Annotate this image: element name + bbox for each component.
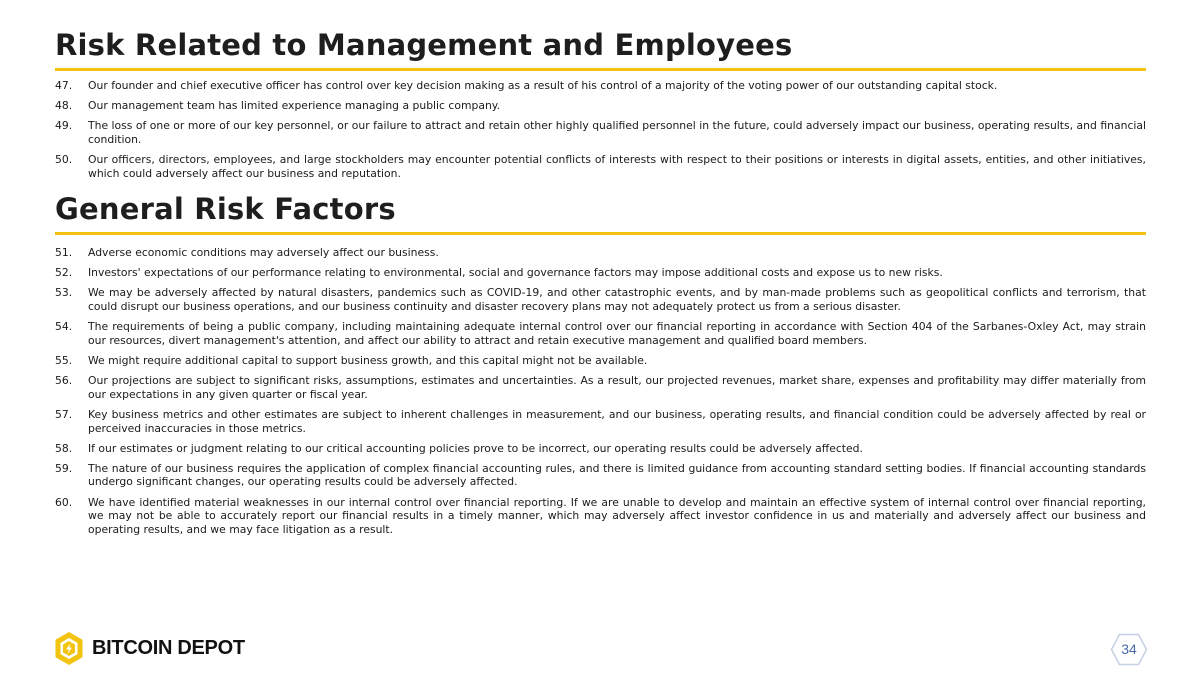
- item-number: 55.: [55, 353, 73, 367]
- item-text: If our estimates or judgment relating to our critical accounting policies prove to be incorrect, our operating results could be adversely affected.: [88, 441, 863, 455]
- section-title: General Risk Factors: [55, 192, 396, 226]
- section-general-risk-factors: [55, 191, 1146, 543]
- item-number: 51.: [55, 246, 73, 259]
- item-number: 48.: [55, 99, 73, 113]
- item-number: 60.: [55, 495, 73, 509]
- item-number: 59.: [55, 461, 73, 475]
- hexagon-logo-icon: [54, 631, 84, 666]
- list-item: [55, 266, 1146, 280]
- list-item: [55, 79, 1146, 93]
- item-number: 54.: [55, 320, 73, 334]
- list-item: [55, 99, 1146, 113]
- item-number: 47.: [55, 79, 73, 92]
- item-text: We may be adversely affected by natural disasters, pandemics such as COVID-19, and other catastrophic events, and by man-made problems such as geopolitical conflicts and terrorism, that could disrupt our business operations, and our business continuity and disaster recovery plans may not adequately protect us from a serious disaster.: [88, 286, 1146, 313]
- list-item: [55, 354, 1146, 368]
- logo-wordmark: BITCOIN DEPOT: [92, 637, 245, 659]
- list-item: [55, 374, 1146, 401]
- item-number: 57.: [55, 407, 73, 421]
- item-number: 50.: [55, 153, 73, 167]
- item-text: The loss of one or more of our key personnel, or our failure to attract and retain other highly qualified personnel in the future, could adversely impact our business, operating results, and financial condition.: [88, 119, 1146, 146]
- item-text: Our management team has limited experience managing a public company.: [88, 99, 501, 113]
- list-item: [55, 246, 1146, 260]
- item-text: Key business metrics and other estimates are subject to inherent challenges in measurement, and our business, operating results, and financial condition could be adversely affected by real or perceived inaccuracies in those metrics.: [88, 407, 1146, 435]
- item-text: We have identified material weaknesses in our internal control over financial reporting. If we are unable to develop and maintain an effective system of internal control over financial reporting, we may not be able to accurately report our financial results in a timely manner, which may adversely affect investor confidence in us and materially and adversely affect our business and operating results, and we may face litigation as a result.: [88, 495, 1146, 536]
- heading-underline: [55, 68, 1146, 71]
- risk-list: [55, 246, 1146, 536]
- bitcoin-depot-logo: [54, 631, 245, 666]
- item-number: 56.: [55, 374, 73, 388]
- list-item: [55, 496, 1146, 537]
- list-item: [55, 153, 1146, 180]
- item-text: Investors' expectations of our performance relating to environmental, social and governance factors may impose additional costs and expose us to new risks.: [88, 266, 943, 280]
- list-item: [55, 119, 1146, 146]
- list-item: [55, 408, 1146, 435]
- list-item: [55, 320, 1146, 347]
- item-text: The nature of our business requires the application of complex financial accounting rules, and there is limited guidance from accounting standard setting bodies. If financial accounting standards undergo significant changes, our operating results could be adversely affected.: [88, 461, 1146, 489]
- item-text: We might require additional capital to support business growth, and this capital might not be available.: [88, 353, 648, 367]
- page-number: 34: [1121, 641, 1137, 657]
- heading-underline: [55, 232, 1146, 235]
- item-text: Our officers, directors, employees, and large stockholders may encounter potential conflicts of interests with respect to their positions or interests in digital assets, entities, and other initiatives, which could adversely affect our business and reputation.: [88, 153, 1146, 180]
- item-text: Our projections are subject to significant risks, assumptions, estimates and uncertainties. As a result, our projected revenues, market share, expenses and profitability may differ materially from our expectations in any given quarter or fiscal year.: [88, 374, 1146, 401]
- item-number: 49.: [55, 119, 73, 133]
- item-text: Our founder and chief executive officer has control over key decision making as a result of his control of a majority of the voting power of our outstanding capital stock.: [88, 79, 998, 92]
- list-item: [55, 442, 1146, 456]
- item-number: 52.: [55, 266, 73, 280]
- list-item: [55, 462, 1146, 489]
- page-number-badge: [1110, 633, 1148, 666]
- list-item: [55, 286, 1146, 313]
- item-number: 58.: [55, 441, 73, 455]
- item-text: Adverse economic conditions may adversely affect our business.: [88, 246, 439, 259]
- risk-list: [55, 79, 1146, 180]
- item-text: The requirements of being a public company, including maintaining adequate internal control over our financial reporting in accordance with Section 404 of the Sarbanes-Oxley Act, may strain our resources, divert management's attention, and affect our ability to attract and retain executive management and qualified board members.: [88, 320, 1146, 347]
- item-number: 53.: [55, 286, 73, 300]
- section-title: Risk Related to Management and Employees: [55, 28, 793, 62]
- section-management-employees: [55, 27, 1146, 187]
